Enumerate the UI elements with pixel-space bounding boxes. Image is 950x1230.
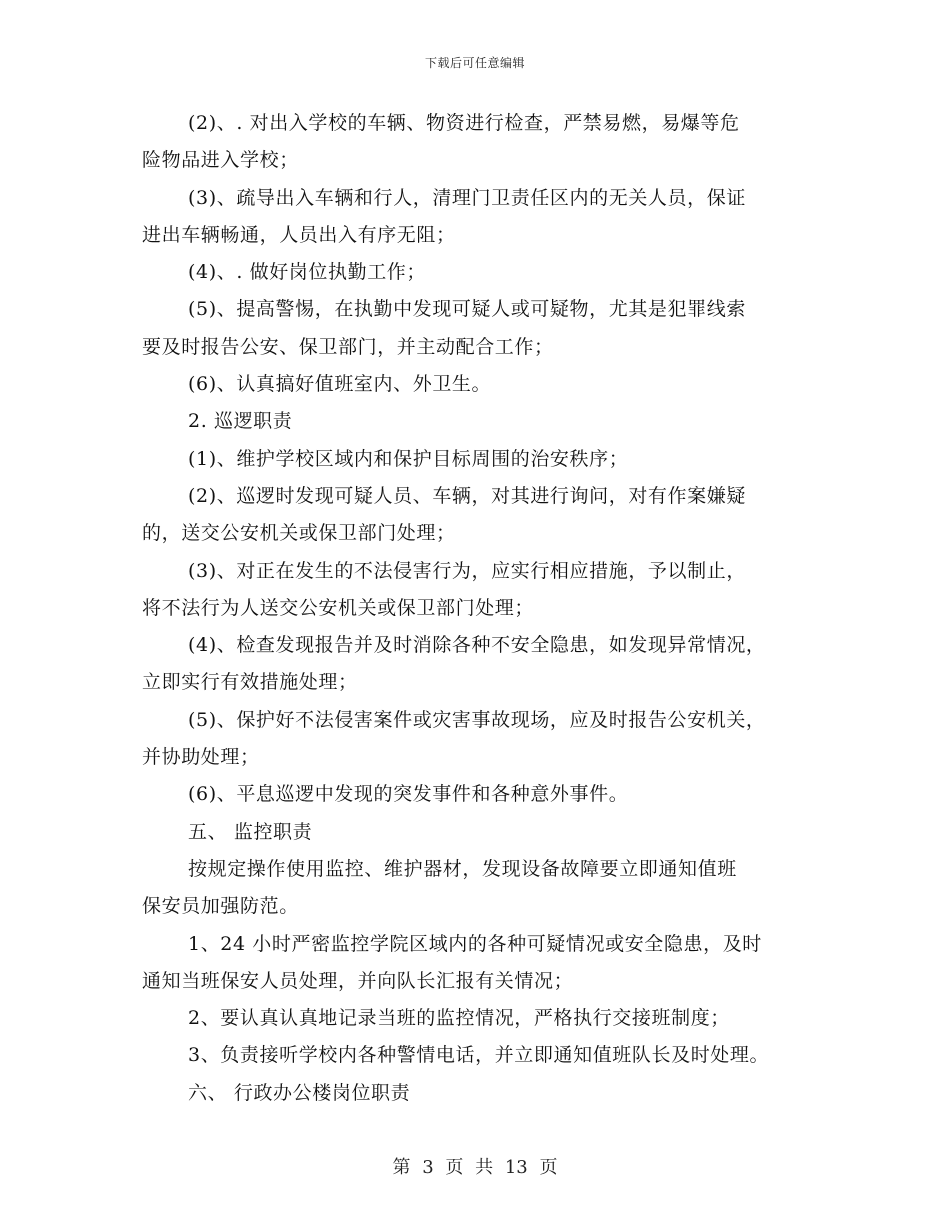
paragraph-line: (5)、保护好不法侵害案件或灾害事故现场，应及时报告公安机关， [188,708,766,731]
paragraph-line: (1)、维护学校区域内和保护目标周围的治安秩序； [188,447,629,470]
paragraph-line: 1、24 小时严密监控学院区域内的各种可疑情况或安全隐患，及时 [188,932,762,955]
paragraph-line: (5)、提高警惕，在执勤中发现可疑人或可疑物，尤其是犯罪线索 [188,298,746,321]
paragraph-line: (3)、对正在发生的不法侵害行为，应实行相应措施，予以制止， [188,559,746,582]
paragraph [142,105,832,180]
paragraph-line: (6)、认真搞好值班室内、外卫生。 [188,373,492,396]
paragraph [142,1000,832,1037]
paragraph-line: (3)、疏导出入车辆和行人，清理门卫责任区内的无关人员，保证 [188,186,746,209]
paragraph-line: 的，送交公安机关或保卫部门处理； [142,522,456,545]
paragraph [142,478,832,553]
paragraph [142,776,832,813]
paragraph-line: 五、 监控职责 [188,820,313,843]
paragraph [142,291,832,366]
paragraph-line: (6)、平息巡逻中发现的突发事件和各种意外事件。 [188,783,629,806]
paragraph [142,1037,832,1074]
paragraph-line: (4)、检查发现报告并及时消除各种不安全隐患，如发现异常情况， [188,634,766,657]
paragraph-line: 2、要认真认真地记录当班的监控情况，严格执行交接班制度； [188,1007,730,1030]
paragraph-line: 按规定操作使用监控、维护器材，发现设备故障要立即通知值班 [188,857,737,880]
paragraph-line: 将不法行为人送交公安机关或保卫部门处理； [142,596,535,619]
page-header: 下载后可任意编辑 [424,56,525,70]
paragraph-line: 3、负责接听学校内各种警情电话，并立即通知值班队长及时处理。 [188,1044,770,1067]
paragraph [142,1075,832,1112]
paragraph-line: 险物品进入学校； [142,149,299,172]
paragraph-line: 2. 巡逻职责 [188,410,293,433]
paragraph-line: 并协助处理； [142,746,260,769]
paragraph [142,851,832,926]
paragraph-line: (2)、巡逻时发现可疑人员、车辆，对其进行询问，对有作案嫌疑 [188,484,746,507]
paragraph-line: 立即实行有效措施处理； [142,671,358,694]
paragraph [142,627,832,702]
paragraph [142,814,832,851]
paragraph [142,702,832,777]
paragraph [142,441,832,478]
paragraph-line: (4)、. 做好岗位执勤工作； [188,261,426,284]
document-body [142,105,832,1112]
paragraph [142,366,832,403]
paragraph [142,553,832,628]
paragraph [142,926,832,1001]
paragraph [142,403,832,440]
paragraph-line: (2)、. 对出入学校的车辆、物资进行检查，严禁易燃，易爆等危 [188,112,740,134]
paragraph-line: 六、 行政办公楼岗位职责 [188,1081,411,1104]
page-footer: 第 3 页 共 13 页 [392,1157,558,1178]
paragraph-line: 进出车辆畅通，人员出入有序无阻； [142,223,456,246]
paragraph-line: 通知当班保安人员处理，并向队长汇报有关情况； [142,969,574,992]
paragraph [142,180,832,255]
paragraph-line: 要及时报告公安、保卫部门，并主动配合工作； [142,335,554,358]
paragraph [142,254,832,291]
paragraph-line: 保安员加强防范。 [142,895,299,918]
